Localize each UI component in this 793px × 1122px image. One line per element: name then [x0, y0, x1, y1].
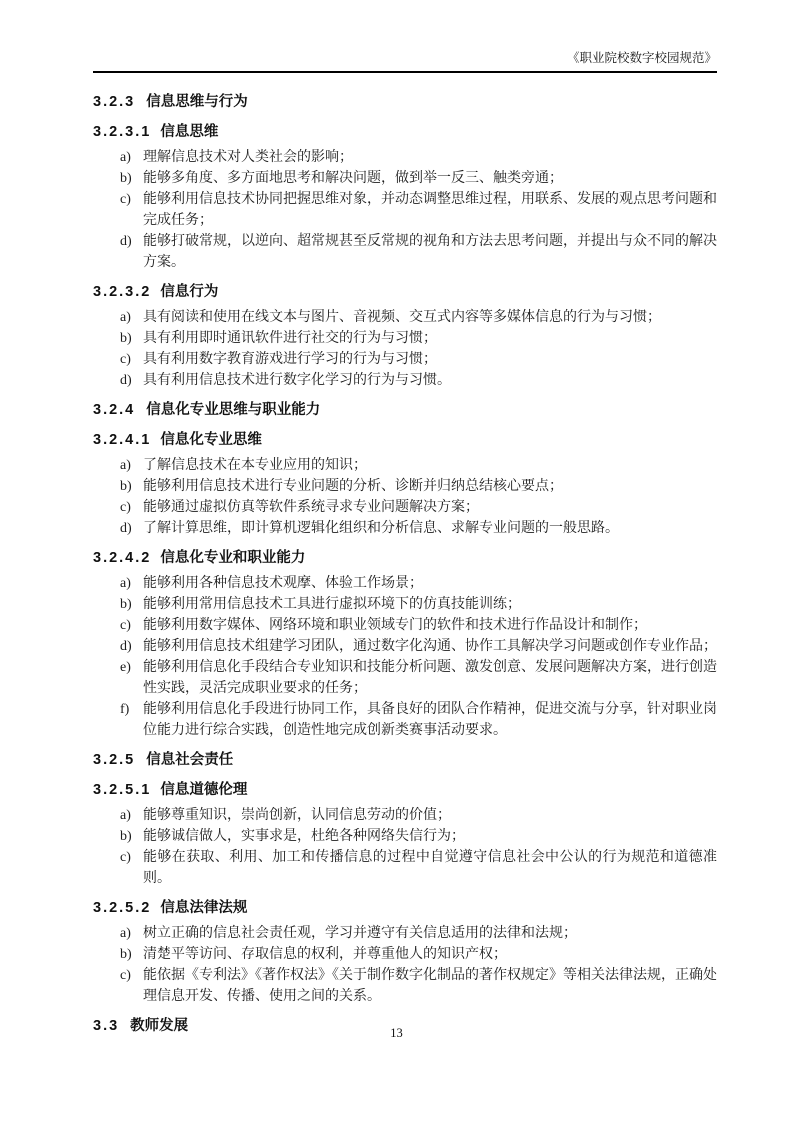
- section-number: 3.2.5.1: [93, 782, 152, 798]
- section-heading-3.2.5.2: [93, 898, 717, 919]
- list-item-b: [93, 944, 717, 965]
- list-item-a: [93, 573, 717, 594]
- list-item-label: a): [120, 310, 131, 325]
- list-item-b: [93, 168, 717, 189]
- list-item-label: b): [120, 331, 132, 346]
- section-heading-3.2.4.2: [93, 548, 717, 569]
- list-item-text: 能够打破常规，以逆向、超常规甚至反常规的视角和方法去思考问题，并提出与众不同的解决方案。: [143, 234, 717, 270]
- list-item-text: 了解信息技术在本专业应用的知识；: [143, 458, 367, 473]
- list-item-text: 具有利用信息技术进行数字化学习的行为与习惯。: [143, 373, 451, 388]
- list-item-text: 具有利用数字教育游戏进行学习的行为与习惯；: [143, 352, 437, 367]
- list-item-label: d): [120, 521, 132, 536]
- list-item-text: 能够在获取、利用、加工和传播信息的过程中自觉遵守信息社会中公认的行为规范和道德准则。: [143, 850, 717, 886]
- list-item-d: [93, 370, 717, 391]
- section-heading-3.2.3.2: [93, 282, 717, 303]
- list-item-a: [93, 307, 717, 328]
- list-item-label: b): [120, 171, 132, 186]
- section-title: 信息行为: [160, 284, 219, 300]
- clause-list-4: [93, 307, 717, 391]
- list-item-label: c): [120, 850, 131, 865]
- page-number: 13: [390, 1026, 403, 1040]
- section-number: 3.2.3.1: [93, 124, 152, 140]
- clause-list-9: [93, 573, 717, 741]
- list-item-label: d): [120, 639, 132, 654]
- list-item-text: 树立正确的信息社会责任观，学习并遵守有关信息适用的法律和法规；: [143, 926, 577, 941]
- section-number: 3.2.5: [93, 752, 136, 768]
- list-item-label: a): [120, 926, 131, 941]
- list-item-label: c): [120, 968, 131, 983]
- list-item-d: [93, 518, 717, 539]
- list-item-b: [93, 476, 717, 497]
- section-heading-3.2.5.1: [93, 780, 717, 801]
- section-heading-3.2.3: [93, 92, 717, 113]
- list-item-label: c): [120, 352, 131, 367]
- list-item-c: [93, 349, 717, 370]
- list-item-text: 能够利用信息技术协同把握思维对象，并动态调整思维过程，用联系、发展的观点思考问题和完成任务；: [143, 192, 717, 228]
- section-title: 信息思维与行为: [146, 94, 248, 110]
- section-number: 3.2.3: [93, 94, 136, 110]
- list-item-e: [93, 657, 717, 699]
- list-item-text: 能够利用信息化手段进行协同工作，具备良好的团队合作精神，促进交流与分享，针对职业岗位能力进行综合实践，创造性地完成创新类赛事活动要求。: [143, 702, 717, 738]
- section-title: 信息道德伦理: [160, 782, 248, 798]
- list-item-a: [93, 147, 717, 168]
- section-title: 信息化专业和职业能力: [160, 550, 306, 566]
- section-number: 3.2.4: [93, 402, 136, 418]
- list-item-b: [93, 328, 717, 349]
- list-item-label: f): [120, 702, 130, 717]
- clause-list-7: [93, 455, 717, 539]
- list-item-text: 具有利用即时通讯软件进行社交的行为与习惯；: [143, 331, 437, 346]
- section-heading-3.2.4: [93, 400, 717, 421]
- section-title: 信息化专业思维与职业能力: [146, 402, 321, 418]
- list-item-a: [93, 455, 717, 476]
- section-heading-3.2.3.1: [93, 122, 717, 143]
- document-content: [93, 71, 717, 1041]
- list-item-d: [93, 231, 717, 273]
- list-item-label: c): [120, 192, 131, 207]
- list-item-a: [93, 923, 717, 944]
- section-number: 3.2.4.1: [93, 432, 152, 448]
- list-item-text: 能够多角度、多方面地思考和解决问题，做到举一反三、触类旁通；: [143, 171, 563, 186]
- list-item-text: 能依据《专利法》《著作权法》《关于制作数字化制品的著作权规定》等相关法律法规，正确处理信息开发、传播、使用之间的关系。: [143, 968, 717, 1004]
- list-item-label: c): [120, 500, 131, 515]
- list-item-a: [93, 805, 717, 826]
- section-title: 教师发展: [130, 1018, 189, 1034]
- list-item-c: [93, 189, 717, 231]
- list-item-b: [93, 594, 717, 615]
- list-item-text: 理解信息技术对人类社会的影响；: [143, 150, 353, 165]
- list-item-label: a): [120, 458, 131, 473]
- list-item-text: 能够通过虚拟仿真等软件系统寻求专业问题解决方案；: [143, 500, 479, 515]
- list-item-f: [93, 699, 717, 741]
- list-item-label: d): [120, 373, 132, 388]
- list-item-label: b): [120, 829, 132, 844]
- list-item-label: c): [120, 618, 131, 633]
- section-number: 3.3: [93, 1018, 120, 1034]
- clause-list-12: [93, 805, 717, 889]
- list-item-text: 能够利用信息技术组建学习团队，通过数字化沟通、协作工具解决学习问题或创作专业作品；: [143, 639, 717, 654]
- list-item-text: 能够利用数字媒体、网络环境和职业领域专门的软件和技术进行作品设计和制作；: [143, 618, 647, 633]
- section-heading-3.2.5: [93, 750, 717, 771]
- header-title: 《职业院校数字校园规范》: [566, 51, 717, 65]
- list-item-c: [93, 847, 717, 889]
- section-number: 3.2.3.2: [93, 284, 152, 300]
- list-item-c: [93, 497, 717, 518]
- list-item-text: 清楚平等访问、存取信息的权利，并尊重他人的知识产权；: [143, 947, 507, 962]
- list-item-text: 能够尊重知识，崇尚创新，认同信息劳动的价值；: [143, 808, 451, 823]
- list-item-label: a): [120, 150, 131, 165]
- section-title: 信息社会责任: [146, 752, 234, 768]
- list-item-label: b): [120, 597, 132, 612]
- list-item-label: b): [120, 479, 132, 494]
- section-heading-3.2.4.1: [93, 430, 717, 451]
- clause-list-14: [93, 923, 717, 1007]
- section-number: 3.2.4.2: [93, 550, 152, 566]
- list-item-text: 能够利用信息技术进行专业问题的分析、诊断并归纳总结核心要点；: [143, 479, 563, 494]
- list-item-text: 了解计算思维，即计算机逻辑化组织和分析信息、求解专业问题的一般思路。: [143, 521, 619, 536]
- list-item-label: e): [120, 660, 131, 675]
- clause-list-2: [93, 147, 717, 273]
- section-title: 信息思维: [160, 124, 219, 140]
- list-item-text: 能够利用信息化手段结合专业知识和技能分析问题、激发创意、发展问题解决方案，进行创造性实践，灵活完成职业要求的任务；: [143, 660, 717, 696]
- list-item-label: a): [120, 808, 131, 823]
- running-header: [93, 50, 717, 73]
- list-item-text: 能够利用常用信息技术工具进行虚拟环境下的仿真技能训练；: [143, 597, 521, 612]
- list-item-text: 能够利用各种信息技术观摩、体验工作场景；: [143, 576, 423, 591]
- section-title: 信息法律法规: [160, 900, 248, 916]
- list-item-b: [93, 826, 717, 847]
- section-number: 3.2.5.2: [93, 900, 152, 916]
- list-item-d: [93, 636, 717, 657]
- list-item-text: 能够诚信做人，实事求是，杜绝各种网络失信行为；: [143, 829, 465, 844]
- list-item-label: a): [120, 576, 131, 591]
- section-title: 信息化专业思维: [160, 432, 262, 448]
- list-item-label: d): [120, 234, 132, 249]
- list-item-c: [93, 615, 717, 636]
- list-item-label: b): [120, 947, 132, 962]
- list-item-text: 具有阅读和使用在线文本与图片、音视频、交互式内容等多媒体信息的行为与习惯；: [143, 310, 661, 325]
- list-item-c: [93, 965, 717, 1007]
